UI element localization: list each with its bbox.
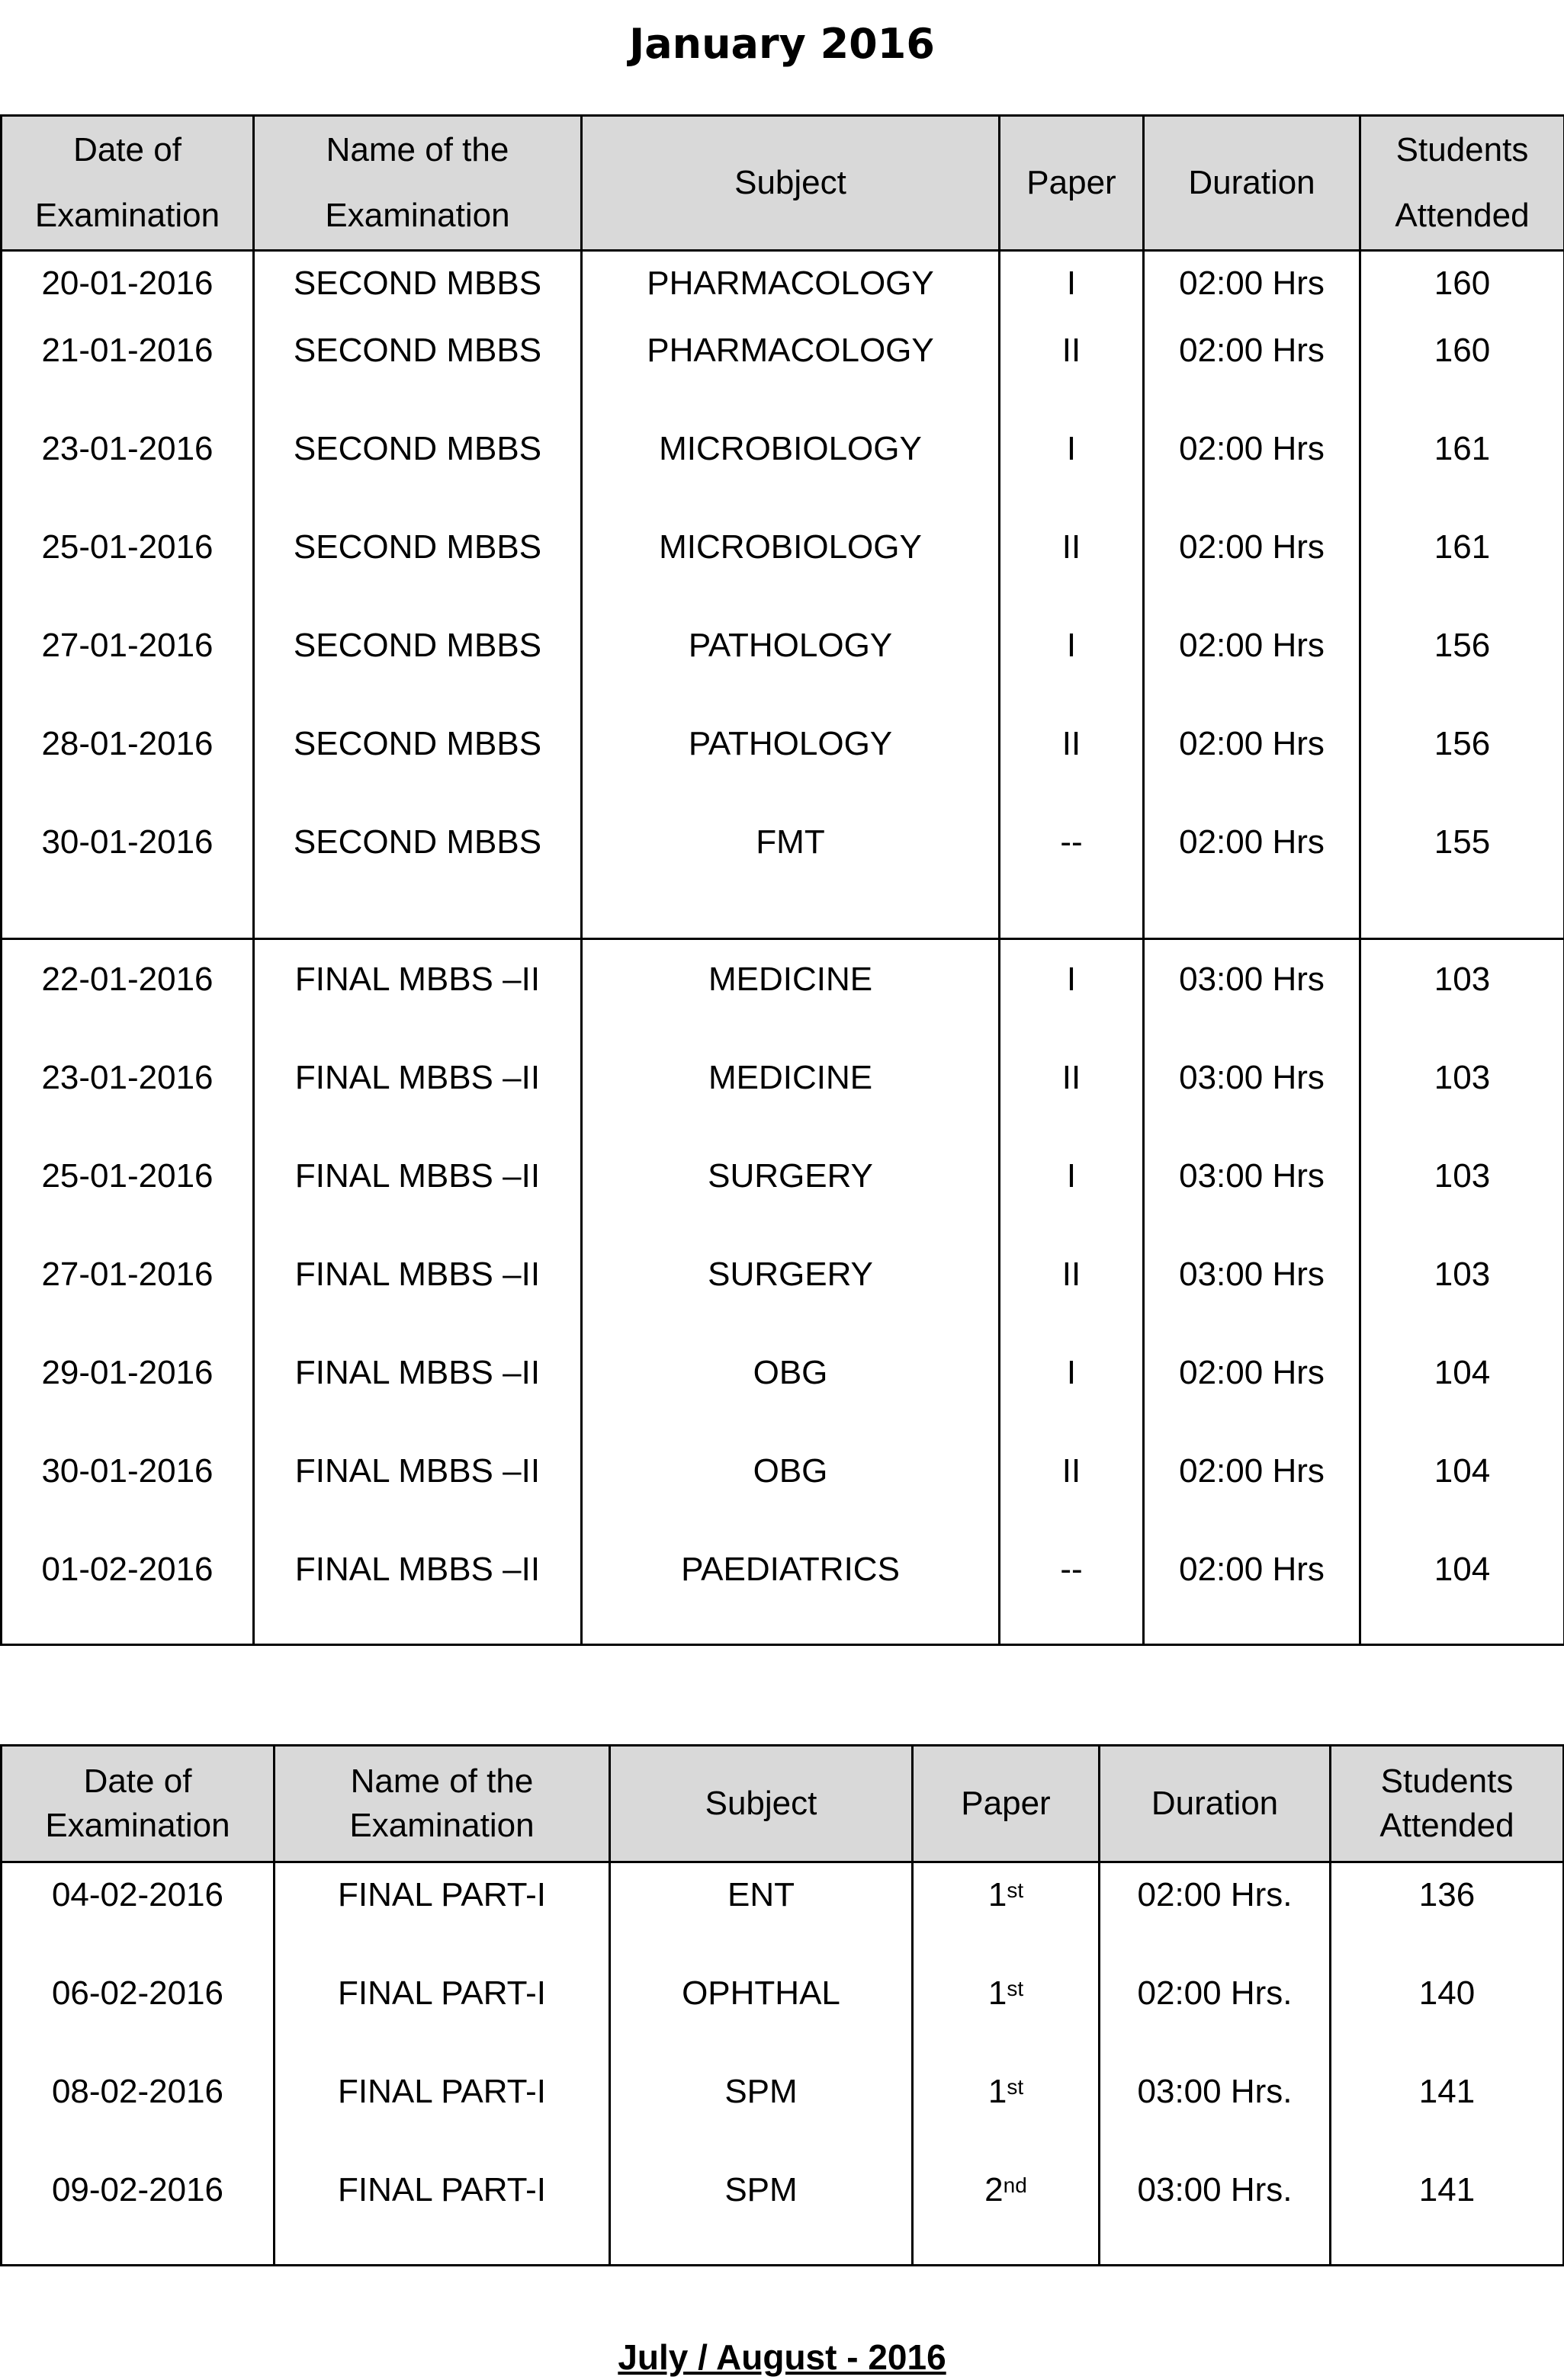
cell-paper: II xyxy=(1000,1054,1142,1152)
cell-date: 08-02-2016 xyxy=(2,2067,273,2166)
cell-exam: FINAL MBBS –II xyxy=(255,955,580,1054)
cell-students: 160 xyxy=(1361,259,1563,326)
header-date: Date of Examination xyxy=(2,1746,275,1862)
cell-subject: PAEDIATRICS xyxy=(583,1545,998,1644)
header-paper: Paper xyxy=(1000,116,1144,251)
cell-subject: SURGERY xyxy=(583,1250,998,1349)
cell-subject: PHARMACOLOGY xyxy=(583,259,998,326)
header-exam-name: Name of the Examination xyxy=(254,116,582,251)
cell-students: 103 xyxy=(1361,1250,1563,1349)
cell-exam: FINAL PART-I xyxy=(275,2166,609,2264)
cell-students: 136 xyxy=(1331,1871,1562,1969)
column-date xyxy=(2,939,254,1645)
cell-exam: SECOND MBBS xyxy=(255,326,580,425)
cell-exam: SECOND MBBS xyxy=(255,259,580,326)
cell-subject: OPHTHAL xyxy=(611,1969,911,2067)
cell-paper: I xyxy=(1000,1349,1142,1447)
cell-duration: 03:00 Hrs. xyxy=(1100,2166,1329,2264)
cell-students: 104 xyxy=(1361,1447,1563,1545)
cell-students: 141 xyxy=(1331,2067,1562,2166)
cell-date: 25-01-2016 xyxy=(2,523,252,621)
cell-date: 20-01-2016 xyxy=(2,259,252,326)
cell-duration: 03:00 Hrs xyxy=(1145,1054,1359,1152)
cell-exam: SECOND MBBS xyxy=(255,720,580,818)
cell-duration: 02:00 Hrs xyxy=(1145,326,1359,425)
column-duration xyxy=(1144,251,1360,939)
cell-duration: 03:00 Hrs xyxy=(1145,1152,1359,1250)
cell-date: 04-02-2016 xyxy=(2,1871,273,1969)
cell-paper: II xyxy=(1000,1447,1142,1545)
page-title: January 2016 xyxy=(0,14,1564,75)
header-subject: Subject xyxy=(610,1746,913,1862)
cell-subject: PHARMACOLOGY xyxy=(583,326,998,425)
cell-date: 30-01-2016 xyxy=(2,1447,252,1545)
cell-subject: MEDICINE xyxy=(583,955,998,1054)
column-students xyxy=(1360,939,1564,1645)
cell-subject: SURGERY xyxy=(583,1152,998,1250)
table-header-row xyxy=(2,116,1564,251)
header-students: Students Attended xyxy=(1331,1746,1564,1862)
cell-duration: 02:00 Hrs. xyxy=(1100,1871,1329,1969)
cell-paper: 2nd xyxy=(914,2166,1098,2264)
cell-subject: MICROBIOLOGY xyxy=(583,425,998,523)
cell-paper: 1st xyxy=(914,1871,1098,1969)
cell-students: 103 xyxy=(1361,955,1563,1054)
cell-subject: PATHOLOGY xyxy=(583,621,998,720)
cell-paper: I xyxy=(1000,259,1142,326)
cell-paper: II xyxy=(1000,326,1142,425)
cell-exam: FINAL MBBS –II xyxy=(255,1447,580,1545)
cell-date: 23-01-2016 xyxy=(2,1054,252,1152)
cell-date: 09-02-2016 xyxy=(2,2166,273,2264)
cell-students: 103 xyxy=(1361,1054,1563,1152)
cell-paper: II xyxy=(1000,523,1142,621)
cell-subject: PATHOLOGY xyxy=(583,720,998,818)
column-date xyxy=(2,1862,275,2266)
column-students xyxy=(1360,251,1564,939)
cell-duration: 03:00 Hrs xyxy=(1145,1250,1359,1349)
cell-exam: FINAL MBBS –II xyxy=(255,1054,580,1152)
cell-students: 103 xyxy=(1361,1152,1563,1250)
exam-table-january xyxy=(0,114,1564,1646)
cell-exam: FINAL PART-I xyxy=(275,1871,609,1969)
header-students: Students Attended xyxy=(1360,116,1564,251)
cell-date: 01-02-2016 xyxy=(2,1545,252,1644)
column-date xyxy=(2,251,254,939)
column-subject xyxy=(582,251,1000,939)
cell-students: 140 xyxy=(1331,1969,1562,2067)
cell-students: 161 xyxy=(1361,523,1563,621)
cell-duration: 02:00 Hrs xyxy=(1145,425,1359,523)
cell-paper: I xyxy=(1000,955,1142,1054)
cell-duration: 02:00 Hrs xyxy=(1145,523,1359,621)
cell-subject: FMT xyxy=(583,818,998,916)
cell-date: 29-01-2016 xyxy=(2,1349,252,1447)
cell-subject: ENT xyxy=(611,1871,911,1969)
column-exam xyxy=(254,251,582,939)
header-duration: Duration xyxy=(1100,1746,1331,1862)
cell-subject: MICROBIOLOGY xyxy=(583,523,998,621)
cell-duration: 02:00 Hrs. xyxy=(1100,1969,1329,2067)
cell-duration: 02:00 Hrs xyxy=(1145,1447,1359,1545)
cell-duration: 02:00 Hrs xyxy=(1145,720,1359,818)
table-group-second-mbbs xyxy=(2,251,1564,939)
cell-exam: FINAL PART-I xyxy=(275,2067,609,2166)
cell-paper: 1st xyxy=(914,1969,1098,2067)
column-exam xyxy=(275,1862,610,2266)
cell-exam: SECOND MBBS xyxy=(255,818,580,916)
cell-duration: 03:00 Hrs xyxy=(1145,955,1359,1054)
cell-paper: II xyxy=(1000,720,1142,818)
cell-students: 104 xyxy=(1361,1545,1563,1644)
cell-students: 141 xyxy=(1331,2166,1562,2264)
column-students xyxy=(1331,1862,1564,2266)
cell-subject: OBG xyxy=(583,1447,998,1545)
cell-duration: 03:00 Hrs. xyxy=(1100,2067,1329,2166)
column-duration xyxy=(1100,1862,1331,2266)
cell-duration: 02:00 Hrs xyxy=(1145,259,1359,326)
cell-subject: OBG xyxy=(583,1349,998,1447)
cell-exam: FINAL MBBS –II xyxy=(255,1152,580,1250)
cell-date: 23-01-2016 xyxy=(2,425,252,523)
header-subject: Subject xyxy=(582,116,1000,251)
cell-paper: I xyxy=(1000,1152,1142,1250)
cell-students: 161 xyxy=(1361,425,1563,523)
column-paper xyxy=(1000,251,1144,939)
cell-duration: 02:00 Hrs xyxy=(1145,621,1359,720)
cell-paper: I xyxy=(1000,425,1142,523)
cell-date: 30-01-2016 xyxy=(2,818,252,916)
cell-paper: I xyxy=(1000,621,1142,720)
table-header-row xyxy=(2,1746,1564,1862)
column-paper xyxy=(1000,939,1144,1645)
cell-paper: II xyxy=(1000,1250,1142,1349)
cell-exam: SECOND MBBS xyxy=(255,523,580,621)
cell-exam: FINAL MBBS –II xyxy=(255,1349,580,1447)
next-section-heading: July / August - 2016 xyxy=(0,2334,1564,2380)
cell-duration: 02:00 Hrs xyxy=(1145,1545,1359,1644)
cell-duration: 02:00 Hrs xyxy=(1145,1349,1359,1447)
header-duration: Duration xyxy=(1144,116,1360,251)
cell-subject: SPM xyxy=(611,2067,911,2166)
header-paper: Paper xyxy=(913,1746,1100,1862)
cell-paper: -- xyxy=(1000,1545,1142,1644)
cell-date: 28-01-2016 xyxy=(2,720,252,818)
column-exam xyxy=(254,939,582,1645)
cell-subject: MEDICINE xyxy=(583,1054,998,1152)
header-exam-name: Name of the Examination xyxy=(275,1746,610,1862)
cell-subject: SPM xyxy=(611,2166,911,2264)
cell-exam: SECOND MBBS xyxy=(255,621,580,720)
cell-date: 21-01-2016 xyxy=(2,326,252,425)
cell-date: 27-01-2016 xyxy=(2,621,252,720)
cell-duration: 02:00 Hrs xyxy=(1145,818,1359,916)
cell-students: 156 xyxy=(1361,720,1563,818)
cell-students: 156 xyxy=(1361,621,1563,720)
cell-paper: -- xyxy=(1000,818,1142,916)
cell-date: 22-01-2016 xyxy=(2,955,252,1054)
cell-exam: FINAL MBBS –II xyxy=(255,1250,580,1349)
table-group-final-part-i xyxy=(2,1862,1564,2266)
cell-date: 25-01-2016 xyxy=(2,1152,252,1250)
cell-exam: FINAL MBBS –II xyxy=(255,1545,580,1644)
cell-exam: FINAL PART-I xyxy=(275,1969,609,2067)
column-subject xyxy=(582,939,1000,1645)
cell-date: 06-02-2016 xyxy=(2,1969,273,2067)
header-date: Date of Examination xyxy=(2,116,254,251)
cell-date: 27-01-2016 xyxy=(2,1250,252,1349)
column-duration xyxy=(1144,939,1360,1645)
column-paper xyxy=(913,1862,1100,2266)
cell-paper: 1st xyxy=(914,2067,1098,2166)
cell-students: 160 xyxy=(1361,326,1563,425)
exam-table-february xyxy=(0,1744,1564,2266)
table-group-final-mbbs xyxy=(2,939,1564,1645)
cell-exam: SECOND MBBS xyxy=(255,425,580,523)
cell-students: 104 xyxy=(1361,1349,1563,1447)
cell-students: 155 xyxy=(1361,818,1563,916)
column-subject xyxy=(610,1862,913,2266)
